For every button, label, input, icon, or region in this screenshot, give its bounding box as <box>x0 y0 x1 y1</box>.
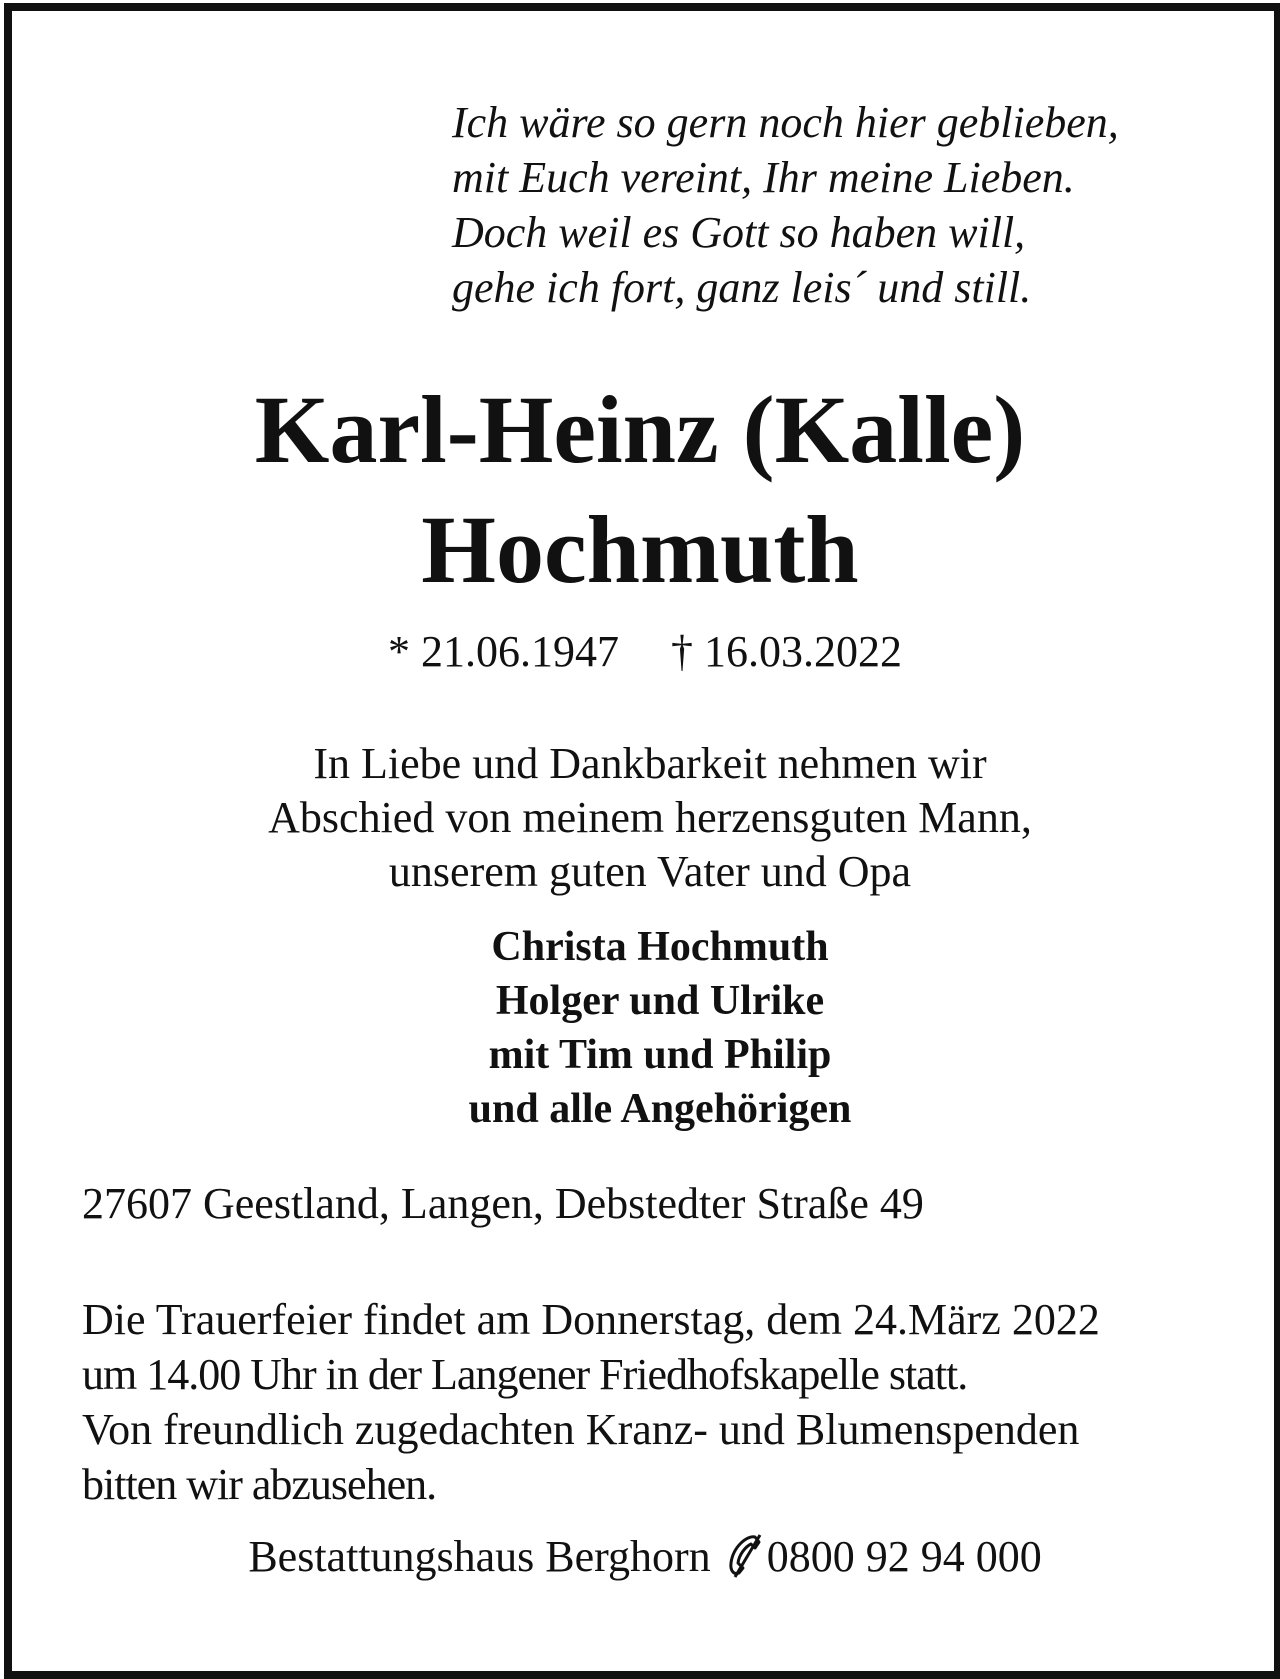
service-line: bitten wir abzusehen. <box>82 1460 437 1509</box>
address: 27607 Geestland, Langen, Debstedter Straße 49 <box>82 1179 924 1228</box>
birth-date: * 21.06.1947 <box>388 627 619 676</box>
deceased-name <box>0 370 1280 610</box>
service-line: um 14.00 Uhr in der Langener Friedhofskapelle statt. <box>82 1350 968 1399</box>
poem <box>452 95 1232 315</box>
farewell-text <box>0 737 1280 899</box>
service-line: Die Trauerfeier findet am Donnerstag, dem 24.März 2022 <box>82 1295 1100 1344</box>
mourner-line: mit Tim und Philip <box>488 1032 832 1078</box>
service-line: Von freundlich zugedachten Kranz- und Blumenspenden <box>82 1405 1080 1454</box>
poem-line: Doch weil es Gott so haben will, <box>452 208 1026 257</box>
farewell-line: Abschied von meinem herzensguten Mann, <box>268 793 1032 842</box>
life-dates <box>0 625 1280 679</box>
death-date: † 16.03.2022 <box>671 627 902 676</box>
phone-icon <box>725 1533 763 1579</box>
mourner-line: Holger und Ulrike <box>495 978 825 1024</box>
farewell-line: unserem guten Vater und Opa <box>388 847 912 896</box>
name-line: Karl-Heinz (Kalle) <box>254 376 1026 483</box>
poem-line: Ich wäre so gern noch hier geblieben, <box>452 98 1119 147</box>
farewell-line: In Liebe und Dankbarkeit nehmen wir <box>313 739 987 788</box>
poem-line: mit Euch vereint, Ihr meine Lieben. <box>452 153 1075 202</box>
mourners-list <box>0 920 1280 1136</box>
name-line: Hochmuth <box>421 496 859 603</box>
funeral-home-contact <box>0 1530 1280 1584</box>
poem-line: gehe ich fort, ganz leis´ und still. <box>452 263 1032 312</box>
mourner-line: und alle Angehörigen <box>468 1086 852 1132</box>
funeral-home-name: Bestattungshaus Berghorn <box>248 1532 711 1581</box>
service-info <box>82 1292 1222 1512</box>
mourner-line: Christa Hochmuth <box>491 924 829 970</box>
phone-number: 0800 92 94 000 <box>766 1532 1042 1581</box>
